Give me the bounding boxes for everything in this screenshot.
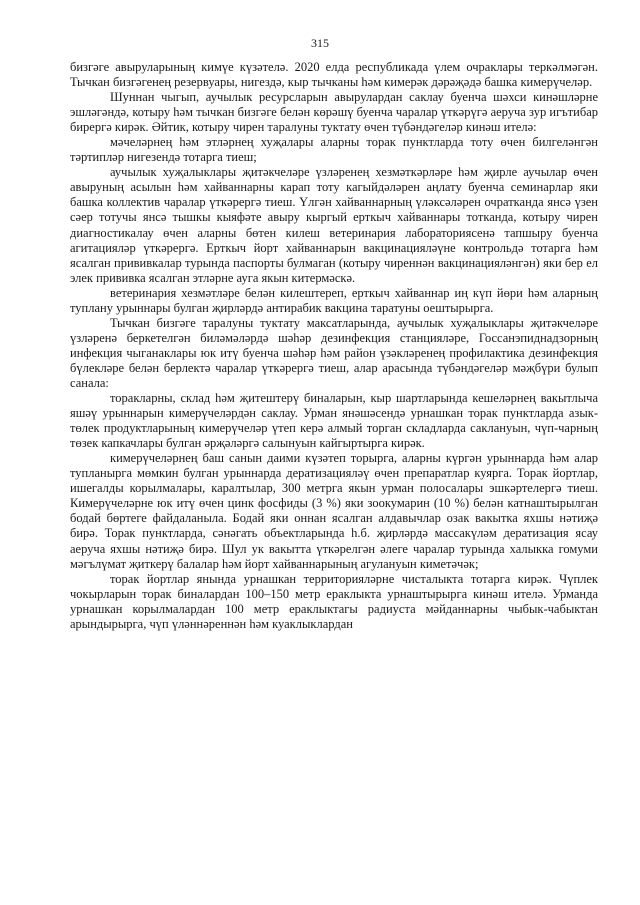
paragraph: кимерүчеләрнең баш санын даими күзәтеп торырга, аларны күргән урыннарда һәм алар тупланырга мөмкин булган урыннарда дератизацияләү өчен препаратлар куярга. Торак йортлар, ишегалды корылмалары, каралтылар, 300 метрга якын урман полосалары эшкәртелергә тиеш. Кимерүчеләрне юк итү өчен цинк фосфиды (3 %) яки зоокумарин (10 %) белән катнаштырылган бодай бөртеге файдаланыла. Бодай яки оннан ясалган алдавычлар озак вакытка яхшы нәтиҗә бирә. Торак пунктларда, сәнәгать объектларында һ.б. җирләрдә массакүләм дератизация ясау аеруча яхшы нәтиҗә бирә. Шул ук вакытта үткәрелгән әлеге чаралар турында халыкка гомуми мәгълүмат җиткерү балалар һәм йорт хайваннарының агулануын киметәчәк; <box>70 451 598 571</box>
paragraph: аучылык хуҗалыклары җитәкчеләре үзләренең хезмәткәрләре һәм җирле аучылар өчен авыруның асылын һәм хайваннарны карап тоту кагыйдәләрен аңлату буенча семинарлар яки башка коллектив чаралар үткәрергә тиеш. Үлгән хайваннарның үләксәләрен очратканда янсә үзен сәер тотучы янсә тышкы кыяфәте авыру кыргый ерткыч хайваннары тотканда, котыру чирен диагностикалау өчен аларны бөтен килеш ветеринария лабораториясенә тапшыру буенча агитацияләр үткәрергә. Ерткыч йорт хайваннарын вакцинацияләүне контрольдә тотарга һәм ясалган прививкалар турында паспорты булмаган (котыру чиреннән вакцинацияләнгән) яки бер ел элек прививка ясалган этләрне ауга якын китермәскә. <box>70 165 598 285</box>
paragraph: бизгәге авыруларының кимүе күзәтелә. 2020 елда республикада үлем очраклары теркәлмәгән. Тычкан бизгәгенең резервуары, нигездә, кыр тычканы һәм кимерәк дәрәҗәдә башка кимерүчеләр. <box>70 60 598 90</box>
paragraph: мәчеләрнең һәм этләрнең хуҗалары аларны торак пунктларда тоту өчен билгеләнгән тәртипләр нигезендә тотарга тиеш; <box>70 135 598 165</box>
paragraph: торак йортлар янында урнашкан территорияләрне чисталыкта тотарга кирәк. Чүплек чокырларын торак биналардан 100–150 метр ераклыкта урнаштырырга кинәш ителә. Урманда урнашкан корылмалардан 100 метр ераклыктагы радиуста мәйданнарны чыбык-чабыктан арындырырга, чүп үләннәреннән һәм куаклыклардан <box>70 571 598 631</box>
paragraph: Тычкан бизгәге таралуны туктату максатларында, аучылык хуҗалыклары җитәкчеләре үзләренә беркетелгән биләмәләрдә шәһәр дезинфекция станцияләре, Госсанэпиднадзорның инфекция чыганаклары юк итү буенча шәһәр һәм район үзәкләренең профилактика дезинфекция бүлекләре белән берлектә чаралар үткәрергә тиеш, алар арасында түбәндәгеләр мәҗбүри булып санала: <box>70 315 598 390</box>
page-number: 315 <box>311 36 329 50</box>
page-body-text <box>70 60 598 632</box>
paragraph: Шуннан чыгып, аучылык ресурсларын авырулардан саклау буенча шәхси кинәшләрне эшләгәндә, котыру һәм тычкан бизгәге белән көрәшү буенча чаралар үткәрүгә аеруча зур игътибар бирергә кирәк. Әйтик, котыру чирен таралуны туктату өчен түбәндәгеләр кинәш ителә: <box>70 90 598 135</box>
paragraph: торакларны, склад һәм җитештерү биналарын, кыр шартларында кешеләрнең вакытлыча яшәү урыннарын кимерүчеләрдән саклау. Урман янәшәсендә урнашкан торак пунктларда азык-төлек продуктларының кимерүчеләр үтеп керә алмый торган складларда саклануын, чүп-чарның төзек капкачлары булган әрҗәләргә салынуын кайгыртырга кирәк. <box>70 391 598 451</box>
paragraph: ветеринария хезмәтләре белән килештереп, ерткыч хайваннар иң күп йөри һәм аларның туплану урыннары булган җирләрдә антирабик вакцина таратуны оештырырга. <box>70 285 598 315</box>
